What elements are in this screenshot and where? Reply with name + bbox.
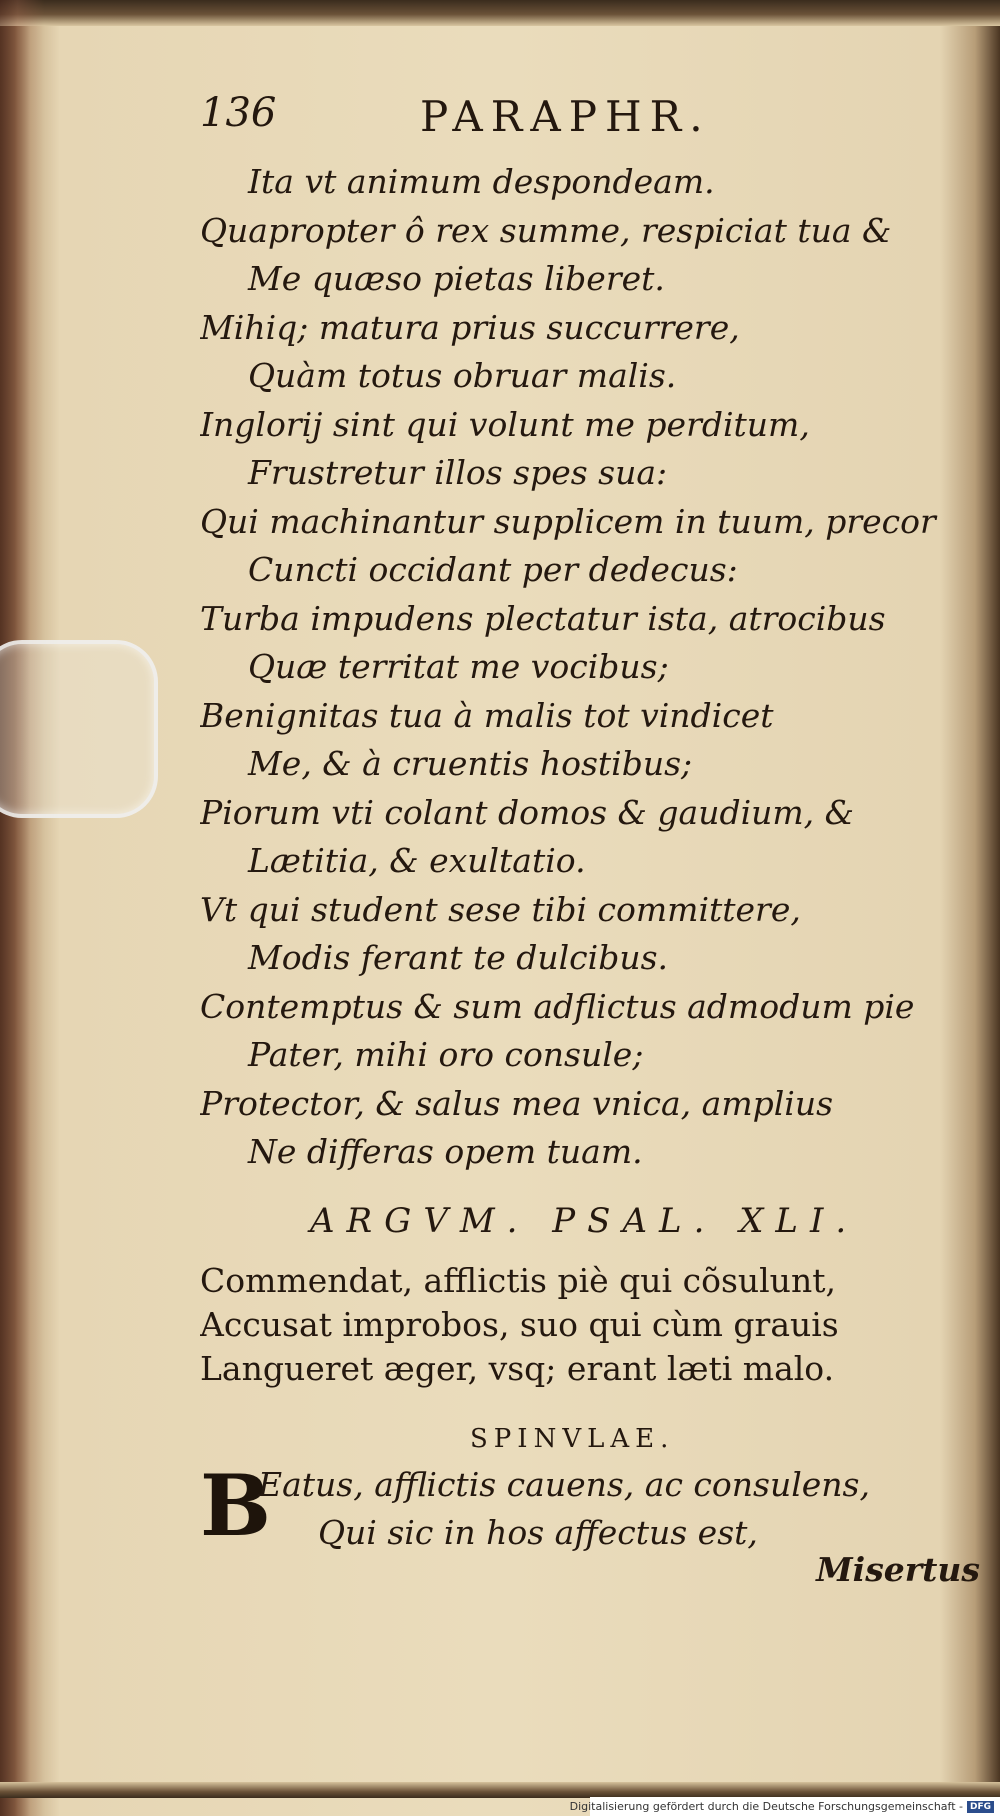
verse-line: Ne differas opem tuam. [248, 1132, 643, 1171]
argument-text [200, 1259, 960, 1391]
verse-line: Qui machinantur supplicem in tuum, precor [200, 501, 936, 541]
verse-line: Eatus, afflictis cauens, ac consulens, [258, 1464, 870, 1504]
credit-text: Digitalisierung gefördert durch die Deutsche Forschungsgemeinschaft - [569, 1800, 963, 1813]
page-header [200, 86, 960, 158]
verse-line: Turba impudens plectatur ista, atrocibus [200, 598, 886, 638]
verse-line: Me, & à cruentis hostibus; [248, 744, 693, 783]
dfg-logo: DFG [967, 1801, 994, 1813]
verse-line: Quapropter ô rex summe, respiciat tua & [200, 210, 892, 250]
text-block [200, 86, 960, 1565]
argument-heading: ARGVM. PSAL. XLI. [310, 1200, 859, 1241]
running-title: PARAPHR. [420, 92, 711, 141]
verse-line: Quæ territat me vocibus; [248, 647, 669, 686]
verse-line: Qui sic in hos affectus est, [318, 1512, 758, 1552]
page-number: 136 [200, 90, 277, 136]
verse-line: Modis ferant te dulcibus. [248, 938, 669, 977]
verse-line: Benignitas tua à malis tot vindicet [200, 695, 774, 735]
book-spine-shadow [0, 0, 44, 1816]
verse-line: Frustretur illos spes sua: [248, 453, 668, 492]
verse-line: Quàm totus obruar malis. [248, 356, 677, 395]
verse-line: Ita vt animum despondeam. [248, 162, 715, 201]
digitization-credit [569, 1797, 1000, 1816]
book-bottom-edge [0, 1782, 1000, 1798]
verse-line: Vt qui student sese tibi committere, [200, 889, 801, 929]
verse-line: Protector, & salus mea vnica, amplius [200, 1083, 834, 1123]
verse-line: Pater, mihi oro consule; [248, 1035, 644, 1074]
verse-line: Me quæso pietas liberet. [248, 259, 665, 298]
drop-cap: B [200, 1455, 271, 1555]
argument-line: Commendat, afflictis piè qui cõsulunt, [200, 1260, 836, 1300]
verse-line: Inglorij sint qui volunt me perditum, [200, 404, 810, 444]
page-marker-tab [0, 640, 158, 818]
verse-line: Piorum vti colant domos & gaudium, & [200, 792, 855, 832]
verse-line: Mihiq; matura prius succurrere, [200, 307, 740, 347]
psalm-paraphrase [200, 158, 960, 1177]
verse-line: Cuncti occidant per dedecus: [248, 550, 738, 589]
catchword: Misertus [816, 1550, 980, 1589]
verse-line: Contemptus & sum adflictus admodum pie [200, 986, 915, 1026]
verse-line: Lætitia, & exultatio. [248, 841, 586, 880]
book-top-edge [0, 0, 1000, 26]
argument-line: Langueret æger, vsq; erant læti malo. [200, 1348, 835, 1388]
argument-line: Accusat improbos, suo qui cùm grauis [200, 1304, 839, 1344]
section-heading: SPINVLAE. [470, 1423, 675, 1454]
